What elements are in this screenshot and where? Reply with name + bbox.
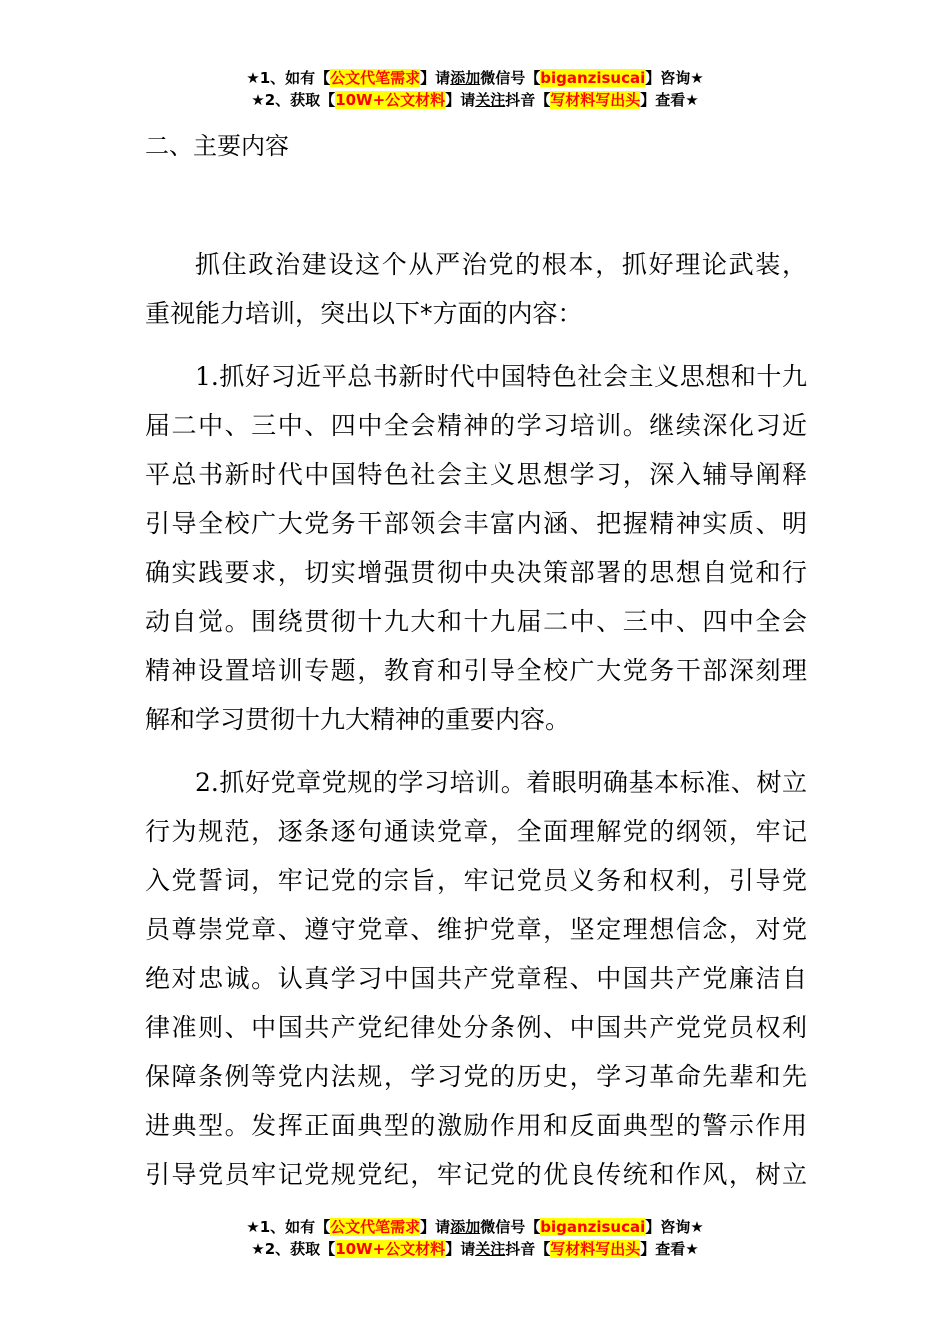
paragraph-line: 动自觉。围绕贯彻十九大和十九届二中、三中、四中全会	[145, 607, 807, 636]
paragraph-line: 精神设置培训专题，教育和引导全校广大党务干部深刻理	[145, 656, 807, 685]
promo-line-1	[0, 67, 950, 89]
paragraph-line: 保障条例等党内法规，学习党的历史，学习革命先辈和先	[145, 1062, 807, 1091]
promo-line-2	[0, 89, 950, 111]
promo-text: 】查看★	[640, 1240, 699, 1258]
paragraph-1	[145, 352, 807, 744]
paragraph-line: 引导全校广大党务干部领会丰富内涵、把握精神实质、明	[145, 509, 807, 538]
paragraph-2	[145, 758, 807, 1199]
promo-underline: 关注	[475, 91, 506, 109]
paragraph-line: 届二中、三中、四中全会精神的学习培训。继续深化习近	[145, 411, 807, 440]
promo-text: 】请	[420, 69, 451, 87]
bottom-promo-banner	[0, 1216, 950, 1260]
paragraph-line-text: 抓好习近平总书新时代中国特色社会主义思想和十九	[218, 362, 807, 391]
promo-text: 】请	[420, 1218, 451, 1236]
paragraph-line: 解和学习贯彻十九大精神的重要内容。	[145, 705, 571, 734]
promo-text: ★1、如有【	[246, 69, 331, 87]
promo-highlight: 公文代笔需求	[330, 1218, 421, 1236]
promo-text: 抖音【	[505, 91, 551, 109]
promo-underline: 添加	[450, 69, 481, 87]
promo-highlight: 公文代笔需求	[330, 69, 421, 87]
promo-text: 抖音【	[505, 1240, 551, 1258]
paragraph-line: 绝对忠诚。认真学习中国共产党章程、中国共产党廉洁自	[145, 964, 807, 993]
paragraph-line: 入党誓词，牢记党的宗旨，牢记党员义务和权利，引导党	[145, 866, 807, 895]
promo-highlight: 10W+公文材料	[335, 1240, 446, 1258]
paragraph-line	[145, 352, 807, 401]
paragraph-line: 行为规范，逐条逐句通读党章，全面理解党的纲领，牢记	[145, 817, 807, 846]
promo-text: 】请	[445, 91, 476, 109]
promo-text: ★2、获取【	[251, 91, 336, 109]
promo-text: 】咨询★	[645, 69, 704, 87]
item-number: 2.	[195, 768, 219, 797]
paragraph-line: 抓住政治建设这个从严治党的根本，抓好理论武装，	[195, 250, 807, 279]
item-number: 1.	[195, 362, 219, 391]
promo-wechat-id: biganzisucai	[540, 69, 646, 87]
promo-text: 】查看★	[640, 91, 699, 109]
promo-text: 】咨询★	[645, 1218, 704, 1236]
top-promo-banner	[0, 67, 950, 111]
paragraph-line: 律准则、中国共产党纪律处分条例、中国共产党党员权利	[145, 1013, 807, 1042]
promo-highlight: 10W+公文材料	[335, 91, 446, 109]
paragraph-line: 确实践要求，切实增强贯彻中央决策部署的思想自觉和行	[145, 558, 807, 587]
promo-line-1	[0, 1216, 950, 1238]
paragraph-line: 进典型。发挥正面典型的激励作用和反面典型的警示作用	[145, 1111, 807, 1140]
promo-wechat-id: biganzisucai	[540, 1218, 646, 1236]
promo-text: ★1、如有【	[246, 1218, 331, 1236]
promo-underline: 关注	[475, 1240, 506, 1258]
paragraph-line: 引导党员牢记党规党纪，牢记党的优良传统和作风，树立	[145, 1160, 807, 1189]
paragraph-line-text: 抓好党章党规的学习培训。着眼明确基本标准、树立	[218, 768, 807, 797]
promo-douyin-id: 写材料写出头	[550, 1240, 641, 1258]
paragraph-line: 重视能力培训，突出以下*方面的内容：	[145, 299, 583, 328]
section-heading: 二、主要内容	[145, 132, 289, 160]
paragraph-line	[145, 758, 807, 807]
promo-douyin-id: 写材料写出头	[550, 91, 641, 109]
promo-underline: 添加	[450, 1218, 481, 1236]
paragraph-line: 平总书新时代中国特色社会主义思想学习，深入辅导阐释	[145, 460, 807, 489]
intro-paragraph	[145, 240, 807, 338]
paragraph-line: 员尊崇党章、遵守党章、维护党章，坚定理想信念，对党	[145, 915, 807, 944]
promo-text: 微信号【	[480, 1218, 541, 1236]
promo-text: ★2、获取【	[251, 1240, 336, 1258]
promo-line-2	[0, 1238, 950, 1260]
promo-text: 】请	[445, 1240, 476, 1258]
promo-text: 微信号【	[480, 69, 541, 87]
